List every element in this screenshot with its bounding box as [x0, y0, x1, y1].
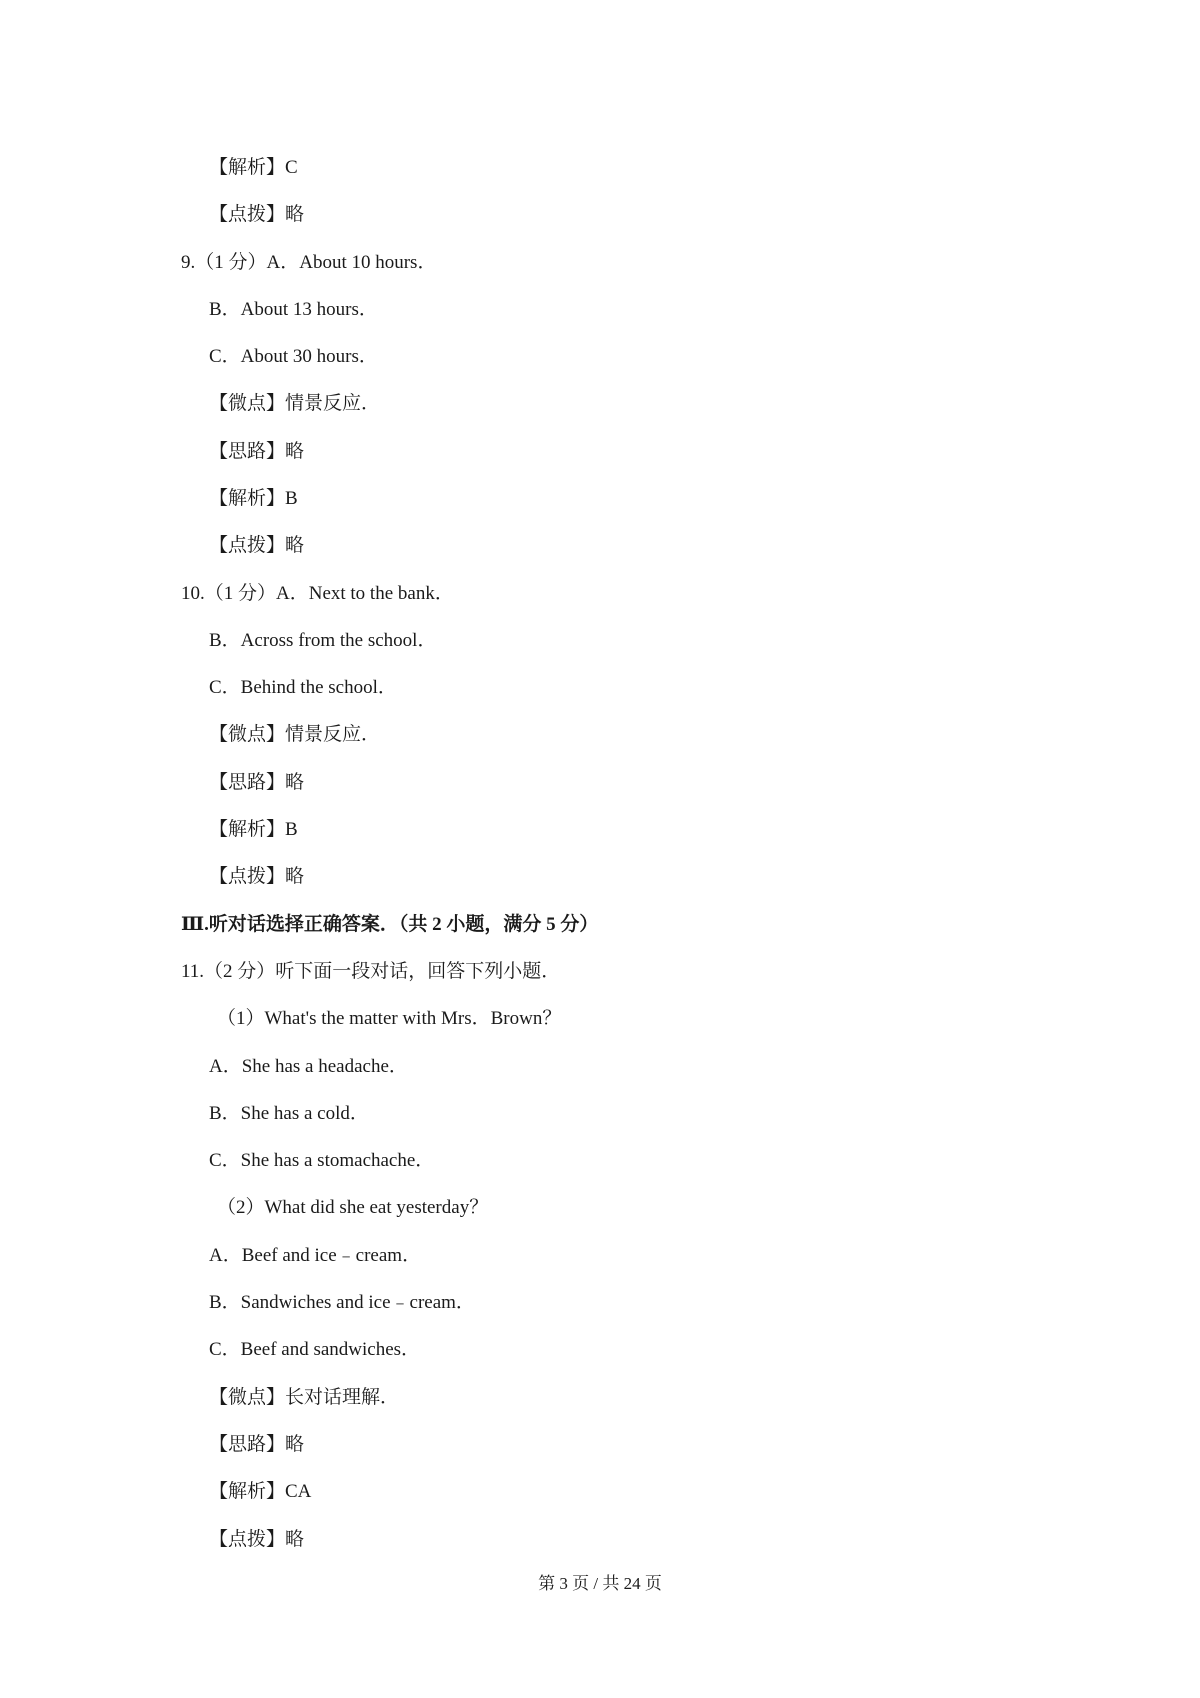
- tip-line: 【点拨】略: [209, 535, 305, 556]
- idea-line: 【思路】略: [209, 772, 305, 793]
- analysis-line: 【解析】C: [209, 157, 298, 178]
- sub-question-2: （2）What did she eat yesterday？: [217, 1197, 489, 1218]
- option-a: A．She has a headache．: [209, 1056, 408, 1077]
- option-b: B．She has a cold．: [209, 1103, 369, 1124]
- idea-line: 【思路】略: [209, 441, 305, 462]
- tip-line: 【点拨】略: [209, 204, 305, 225]
- question-10: 10.（1 分）A．Next to the bank．: [181, 583, 454, 604]
- page-footer: 第 3 页 / 共 24 页: [538, 1574, 662, 1593]
- option-c: C．Behind the school．: [209, 677, 397, 698]
- option-c: C．She has a stomachache．: [209, 1150, 435, 1171]
- option-b: B．Across from the school．: [209, 630, 437, 651]
- option-c: C．About 30 hours．: [209, 346, 378, 367]
- point-line: 【微点】情景反应．: [209, 724, 381, 745]
- tip-line: 【点拨】略: [209, 1529, 305, 1550]
- question-9: 9.（1 分）A．About 10 hours．: [181, 252, 437, 273]
- option-b: B．Sandwiches and ice﹣cream．: [209, 1292, 475, 1313]
- tip-line: 【点拨】略: [209, 866, 305, 887]
- option-c: C．Beef and sandwiches．: [209, 1339, 421, 1360]
- point-line: 【微点】情景反应．: [209, 393, 381, 414]
- analysis-line: 【解析】CA: [209, 1481, 312, 1502]
- analysis-line: 【解析】B: [209, 819, 298, 840]
- analysis-line: 【解析】B: [209, 488, 298, 509]
- option-b: B．About 13 hours．: [209, 299, 378, 320]
- sub-question-1: （1）What's the matter with Mrs．Brown？: [217, 1008, 562, 1029]
- question-11: 11.（2 分）听下面一段对话，回答下列小题．: [181, 961, 561, 982]
- section-heading: Ⅲ.听对话选择正确答案．（共 2 小题，满分 5 分）: [181, 914, 599, 935]
- option-a: A．Beef and ice﹣cream．: [209, 1245, 422, 1266]
- point-line: 【微点】长对话理解．: [209, 1387, 400, 1408]
- idea-line: 【思路】略: [209, 1434, 305, 1455]
